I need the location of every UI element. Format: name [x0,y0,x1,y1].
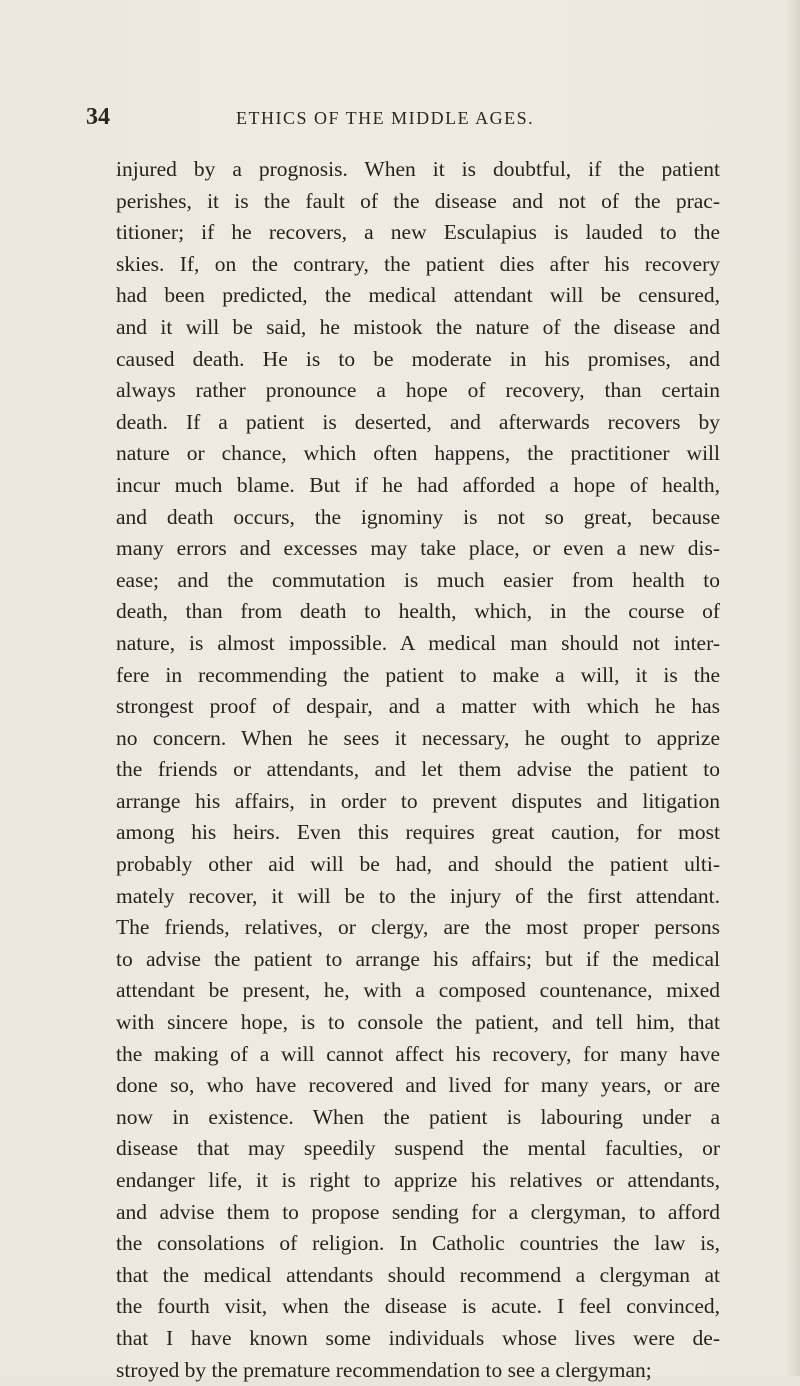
text-line: no concern. When he sees it necessary, he ought to apprize [116,725,720,750]
text-line: nature or chance, which often happens, the practitioner will [116,441,720,466]
text-line: had been predicted, the medical attendant will be censured, [116,283,720,308]
text-line: with sincere hope, is to console the patient, and tell him, that [116,1010,720,1035]
text-line: skies. If, on the contrary, the patient dies after his recovery [116,251,720,276]
text-line: the friends or attendants, and let them advise the patient to [116,757,720,782]
text-line: titioner; if he recovers, a new Esculapius is lauded to the [116,220,720,245]
text-line: to advise the patient to arrange his affairs; but if the medical [116,946,720,971]
page-edge-shadow [786,0,800,1376]
text-line: probably other aid will be had, and should the patient ulti- [116,852,720,877]
text-line: the fourth visit, when the disease is acute. I feel convinced, [116,1294,720,1319]
text-line: caused death. He is to be moderate in his promises, and [116,346,720,371]
text-line: stroyed by the premature recommendation to see a clergyman; [116,1357,652,1382]
text-line: always rather pronounce a hope of recovery, than certain [116,378,720,403]
text-line: the making of a will cannot affect his recovery, for many have [116,1041,720,1066]
text-line: incur much blame. But if he had afforded a hope of health, [116,472,720,497]
text-line: and it will be said, he mistook the nature of the disease and [116,314,720,339]
text-line: and advise them to propose sending for a clergyman, to afford [116,1199,720,1224]
text-line: The friends, relatives, or clergy, are the most proper persons [116,915,720,940]
text-line: among his heirs. Even this requires great caution, for most [116,820,720,845]
text-line: death, than from death to health, which, in the course of [116,599,720,624]
text-line: many errors and excesses may take place, or even a new dis- [116,536,720,561]
text-line: and death occurs, the ignominy is not so great, because [116,504,720,529]
page-number: 34 [86,104,110,130]
body-text [116,154,720,1386]
text-line: injured by a prognosis. When it is doubtful, if the patient [116,157,720,181]
text-line: fere in recommending the patient to make a will, it is the [116,662,720,687]
text-line: done so, who have recovered and lived for many years, or are [116,1073,720,1098]
text-line: ease; and the commutation is much easier from health to [116,567,720,592]
text-line: perishes, it is the fault of the disease and not of the prac- [116,188,720,213]
text-line: that I have known some individuals whose lives were de- [116,1325,720,1350]
text-line: nature, is almost impossible. A medical man should not inter- [116,630,720,655]
text-line: the consolations of religion. In Catholic countries the law is, [116,1231,720,1256]
text-line: mately recover, it will be to the injury of the first attendant. [116,883,720,908]
page-header [86,104,786,138]
text-line: endanger life, it is right to apprize his relatives or attendants, [116,1168,720,1192]
text-line: death. If a patient is deserted, and afterwards recovers by [116,409,720,434]
text-line: arrange his affairs, in order to prevent disputes and litigation [116,788,720,813]
text-line: disease that may speedily suspend the mental faculties, or [116,1136,720,1161]
text-line: now in existence. When the patient is labouring under a [116,1104,720,1129]
text-line: attendant be present, he, with a composed countenance, mixed [116,978,720,1003]
text-line: strongest proof of despair, and a matter with which he has [116,694,720,719]
running-head: ETHICS OF THE MIDDLE AGES. [236,108,535,128]
text-line: that the medical attendants should recommend a clergyman at [116,1262,720,1287]
